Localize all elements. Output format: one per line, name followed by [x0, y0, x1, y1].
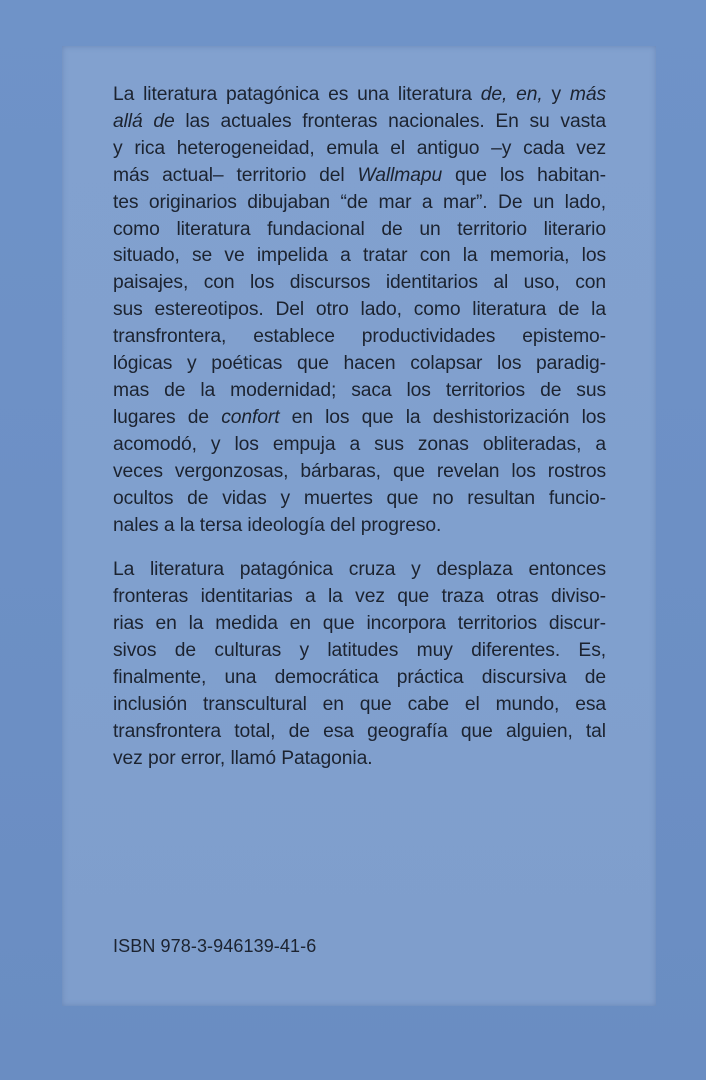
blurb-paragraph-1 — [113, 82, 606, 539]
text-line: La literatura patagónica es una literatura de, en, y más — [113, 84, 607, 105]
text-line: como literatura fundacional de un territorio literario — [113, 218, 606, 240]
text-line: lógicas y poéticas que hacen colapsar los paradig- — [113, 353, 606, 375]
italic-text: allá de — [113, 110, 175, 132]
text-line: allá de las actuales fronteras nacionales. En su vasta — [113, 110, 606, 132]
text-line: transfrontera, establece productividades epistemo- — [113, 326, 606, 348]
text-line: finalmente, una democrática práctica discursiva de — [113, 667, 606, 689]
text-line: nales a la tersa ideología del progreso. — [113, 514, 442, 536]
italic-text: más — [569, 84, 607, 105]
text-line: La literatura patagónica cruza y desplaza entonces — [113, 559, 606, 581]
text-line: transfrontera total, de esa geografía que alguien, tal — [113, 720, 606, 742]
text-line: ocultos de vidas y muertes que no resultan funcio- — [113, 487, 606, 509]
italic-text: Wallmapu — [357, 164, 443, 186]
text-line: vez por error, llamó Patagonia. — [113, 747, 373, 769]
text-line: rias en la medida en que incorpora territorios discur- — [113, 613, 606, 635]
text-line: situado, se ve impelida a tratar con la memoria, los — [113, 245, 606, 267]
text-line: paisajes, con los discursos identitarios al uso, con — [113, 272, 606, 294]
text-line: más actual– territorio del Wallmapu que los habitan- — [113, 164, 606, 186]
text-line: sivos de culturas y latitudes muy diferentes. Es, — [113, 640, 606, 662]
blurb-text — [113, 82, 606, 791]
text-line: inclusión transcultural en que cabe el mundo, esa — [113, 693, 606, 715]
isbn-number: ISBN 978-3-946139-41-6 — [113, 936, 317, 956]
text-line: acomodó, y los empuja a sus zonas obliteradas, a — [113, 433, 606, 455]
text-line: veces vergonzosas, bárbaras, que revelan los rostros — [113, 460, 606, 482]
text-line: lugares de confort en los que la deshistorización los — [113, 406, 606, 428]
blurb-paragraph-2 — [113, 557, 606, 772]
italic-text: confort — [221, 406, 280, 428]
text-line: y rica heterogeneidad, emula el antiguo –y cada vez — [113, 137, 606, 159]
italic-text: de, en, — [480, 84, 543, 105]
text-line: mas de la modernidad; saca los territorios de sus — [113, 379, 606, 401]
text-line: fronteras identitarias a la vez que traza otras diviso- — [113, 586, 606, 608]
text-line: sus estereotipos. Del otro lado, como literatura de la — [113, 299, 606, 321]
text-line: tes originarios dibujaban “de mar a mar”. De un lado, — [113, 191, 606, 213]
